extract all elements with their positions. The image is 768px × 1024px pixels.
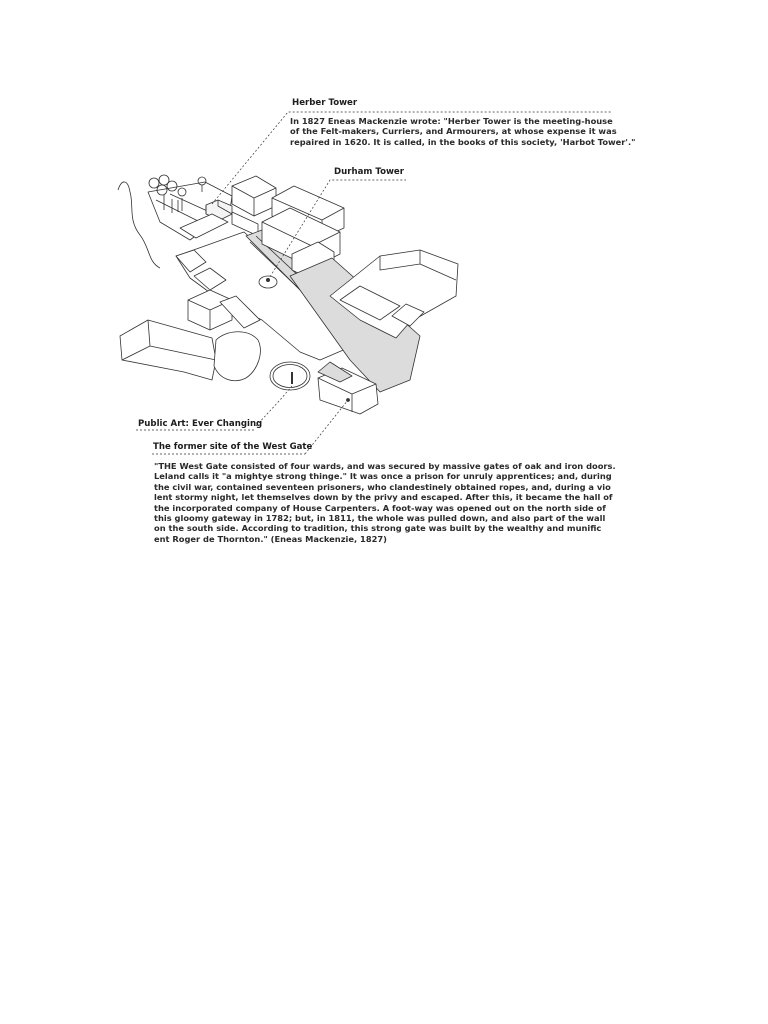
trees — [149, 175, 206, 213]
herber-tower-description — [290, 116, 635, 147]
west-gate-line: the civil war, contained seventeen prisoners, who clandestinely obtained ropes, and, during a vio — [154, 481, 611, 492]
public-art-label: Public Art: Ever Changing — [138, 419, 263, 429]
herber-line: of the Felt-makers, Curriers, and Armourers, at whose expense it was — [290, 126, 617, 137]
west-gate-line: "THE West Gate consisted of four wards, and was secured by massive gates of oak and iron doors. — [154, 461, 616, 471]
west-gate-description — [154, 461, 616, 544]
herber-tower-label: Herber Tower — [292, 98, 358, 108]
west-gate-line: this gloomy gateway in 1782; but, in 1811, the whole was pulled down, and also part of the wall — [154, 513, 606, 524]
left-contour — [118, 182, 160, 268]
west-gate-line: ent Roger de Thornton." (Eneas Mackenzie, 1827) — [154, 533, 387, 544]
public-art-circle — [270, 362, 310, 390]
west-gate-line: lent stormy night, let themselves down by the privy and escaped. After this, it became the hall of — [154, 492, 613, 503]
west-gate-label: The former site of the West Gate — [153, 442, 313, 452]
herber-line: In 1827 Eneas Mackenzie wrote: "Herber Tower is the meeting-house — [290, 116, 613, 126]
west-gate-line: Leland calls it "a mightye strong thinge." It was once a prison for unruly apprentices; and, during — [154, 471, 612, 482]
durham-tower-label: Durham Tower — [334, 167, 404, 177]
west-gate-line: on the south side. According to tradition, this strong gate was built by the wealthy and munific — [154, 523, 602, 534]
herber-line: repaired in 1620. It is called, in the books of this society, 'Harbot Tower'." — [290, 136, 636, 147]
rotunda — [214, 332, 260, 381]
west-gate-line: the incorporated company of House Carpenters. A foot-way was opened out on the north side of — [154, 502, 606, 513]
